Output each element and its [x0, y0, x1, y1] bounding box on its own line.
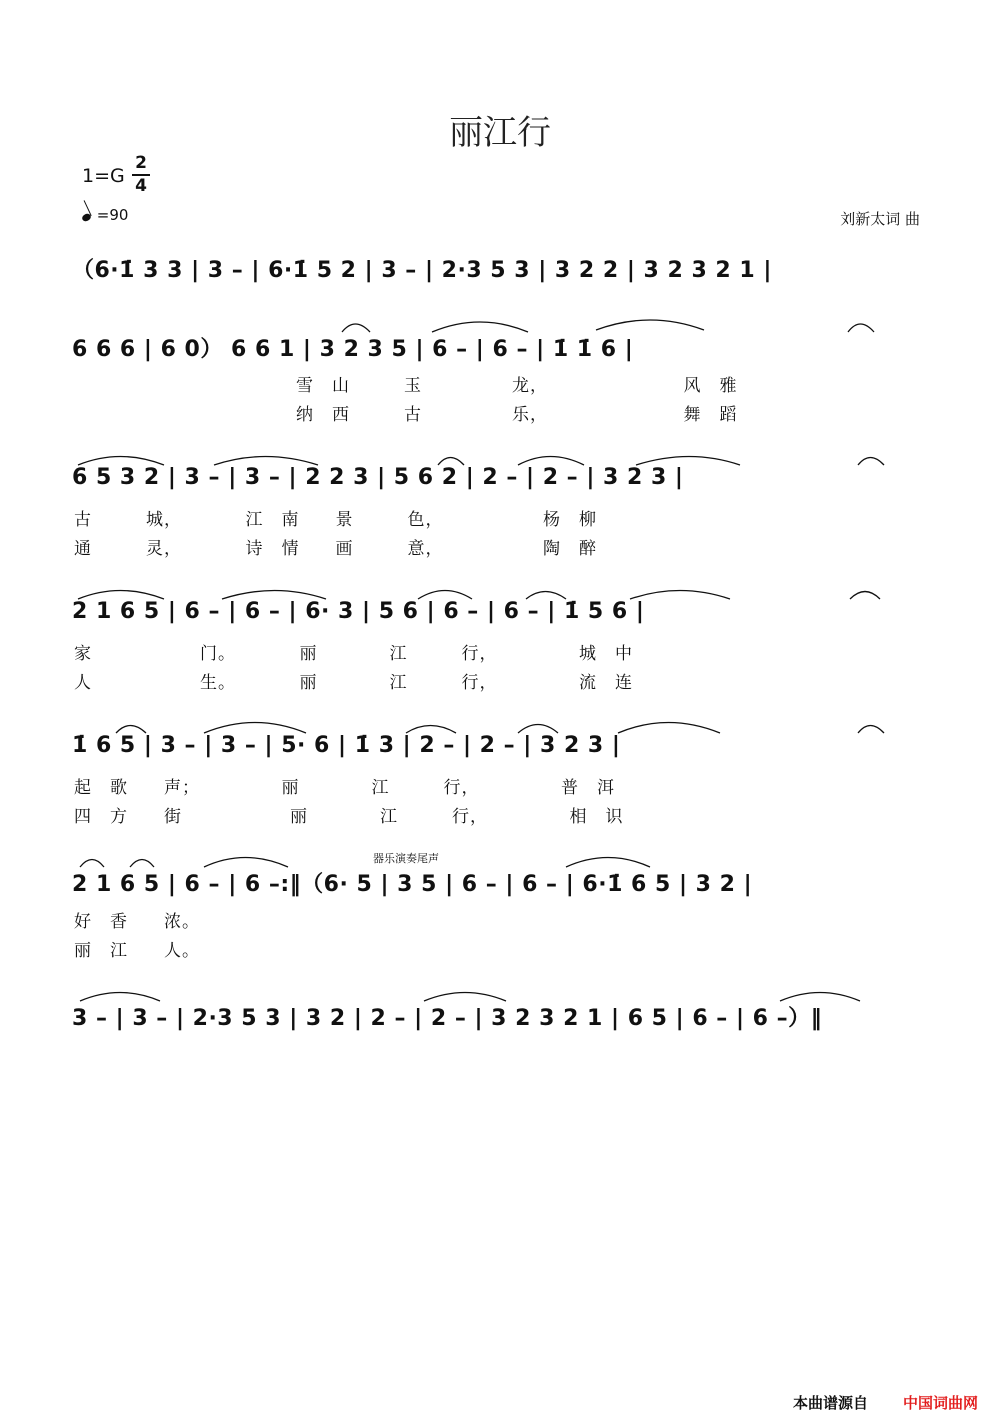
- slur: [518, 725, 558, 734]
- slur: [630, 591, 730, 600]
- slur: [78, 457, 164, 466]
- slur: [848, 324, 874, 332]
- lyric-line-5-verse-2: 四 方 街 丽 江 行， 相 识: [74, 807, 624, 827]
- notation-line-4: 2 1 6 5 | 6 – | 6 – | 6· 3 | 5 6 | 6 – | 6 – | 1̇ 5 6 |: [72, 599, 645, 624]
- lyric-line-4-verse-2: 人 生。 丽 江 行， 流 连: [74, 673, 633, 693]
- lyric-line-2-verse-2: 纳 西 古 乐， 舞 蹈: [296, 405, 738, 425]
- meter-top: 2: [135, 153, 147, 173]
- slur: [438, 458, 464, 466]
- lyric-line-2-verse-1: 雪 山 玉 龙， 风 雅: [296, 376, 738, 396]
- slur: [204, 723, 306, 734]
- lyric-line-4-verse-1: 家 门。 丽 江 行， 城 中: [74, 644, 633, 664]
- key-signature: 1=G: [82, 165, 125, 187]
- instrumental-outro-label: 器乐演奏尾声: [373, 852, 439, 865]
- slur: [418, 591, 472, 600]
- slur: [214, 457, 318, 466]
- slur: [850, 592, 880, 600]
- slur: [518, 457, 584, 466]
- slur: [526, 592, 566, 600]
- slur: [204, 858, 288, 868]
- slur: [858, 726, 884, 734]
- meter-bottom: 4: [135, 176, 147, 196]
- notation-line-7: 3 – | 3 – | 2·3 5 3 | 3 2 | 2 – | 2 – | 3 2 3 2 1 | 6 5 | 6 – | 6 –）‖: [72, 1006, 823, 1031]
- slur: [596, 320, 704, 330]
- footer-site-link[interactable]: 中国词曲网: [903, 1394, 979, 1412]
- slur: [80, 993, 160, 1002]
- slur: [566, 858, 650, 868]
- slur: [858, 458, 884, 466]
- slur: [618, 723, 720, 734]
- slur: [116, 726, 146, 734]
- lyric-line-3-verse-1: 古 城， 江 南 景 色， 杨 柳: [74, 510, 597, 530]
- slur: [432, 322, 528, 332]
- tempo-value: =90: [96, 206, 129, 224]
- notation-line-2: 6 6 6 | 6 0） 6 6 1 | 3 2 3 5 | 6 – | 6 – | 1̇ 1̇ 6 |: [72, 337, 634, 362]
- lyric-line-6-verse-2: 丽 江 人。: [74, 941, 200, 961]
- lyric-line-3-verse-2: 通 灵， 诗 情 画 意， 陶 醉: [74, 539, 597, 559]
- slur: [636, 457, 740, 466]
- slur: [78, 591, 164, 600]
- notation-line-5: 1̇ 6 5 | 3 – | 3 – | 5· 6 | 1̇ 3 | 2 – | 2 – | 3 2 3 |: [72, 733, 621, 758]
- notation-line-6: 2 1 6 5 | 6 – | 6 –:‖（6· 5 | 3 5 | 6 – | 6 – | 6·1̇ 6 5 | 3 2 |: [72, 872, 753, 897]
- slur: [780, 993, 860, 1002]
- lyric-line-5-verse-1: 起 歌 声； 丽 江 行， 普 洱: [74, 778, 615, 798]
- song-title: 丽江行: [449, 113, 551, 153]
- notation-line-1: （6·1̇ 3 3 | 3 – | 6·1̇ 5 2 | 3 – | 2·3 5 3 | 3 2 2 | 3 2 3 2 1 |: [72, 258, 772, 283]
- slur: [424, 993, 506, 1002]
- slur: [342, 324, 370, 332]
- slur: [406, 726, 456, 734]
- slur: [222, 591, 326, 600]
- footer-source-label: 本曲谱源自: [793, 1394, 869, 1412]
- slur: [80, 860, 104, 868]
- slur: [130, 860, 154, 868]
- notation-line-3: 6 5 3 2 | 3 – | 3 – | 2 2 3 | 5 6 2 | 2 – | 2 – | 3 2 3 |: [72, 465, 684, 490]
- composer-credit: 刘新太词 曲: [840, 210, 920, 228]
- lyric-line-6-verse-1: 好 香 浓。: [74, 912, 200, 932]
